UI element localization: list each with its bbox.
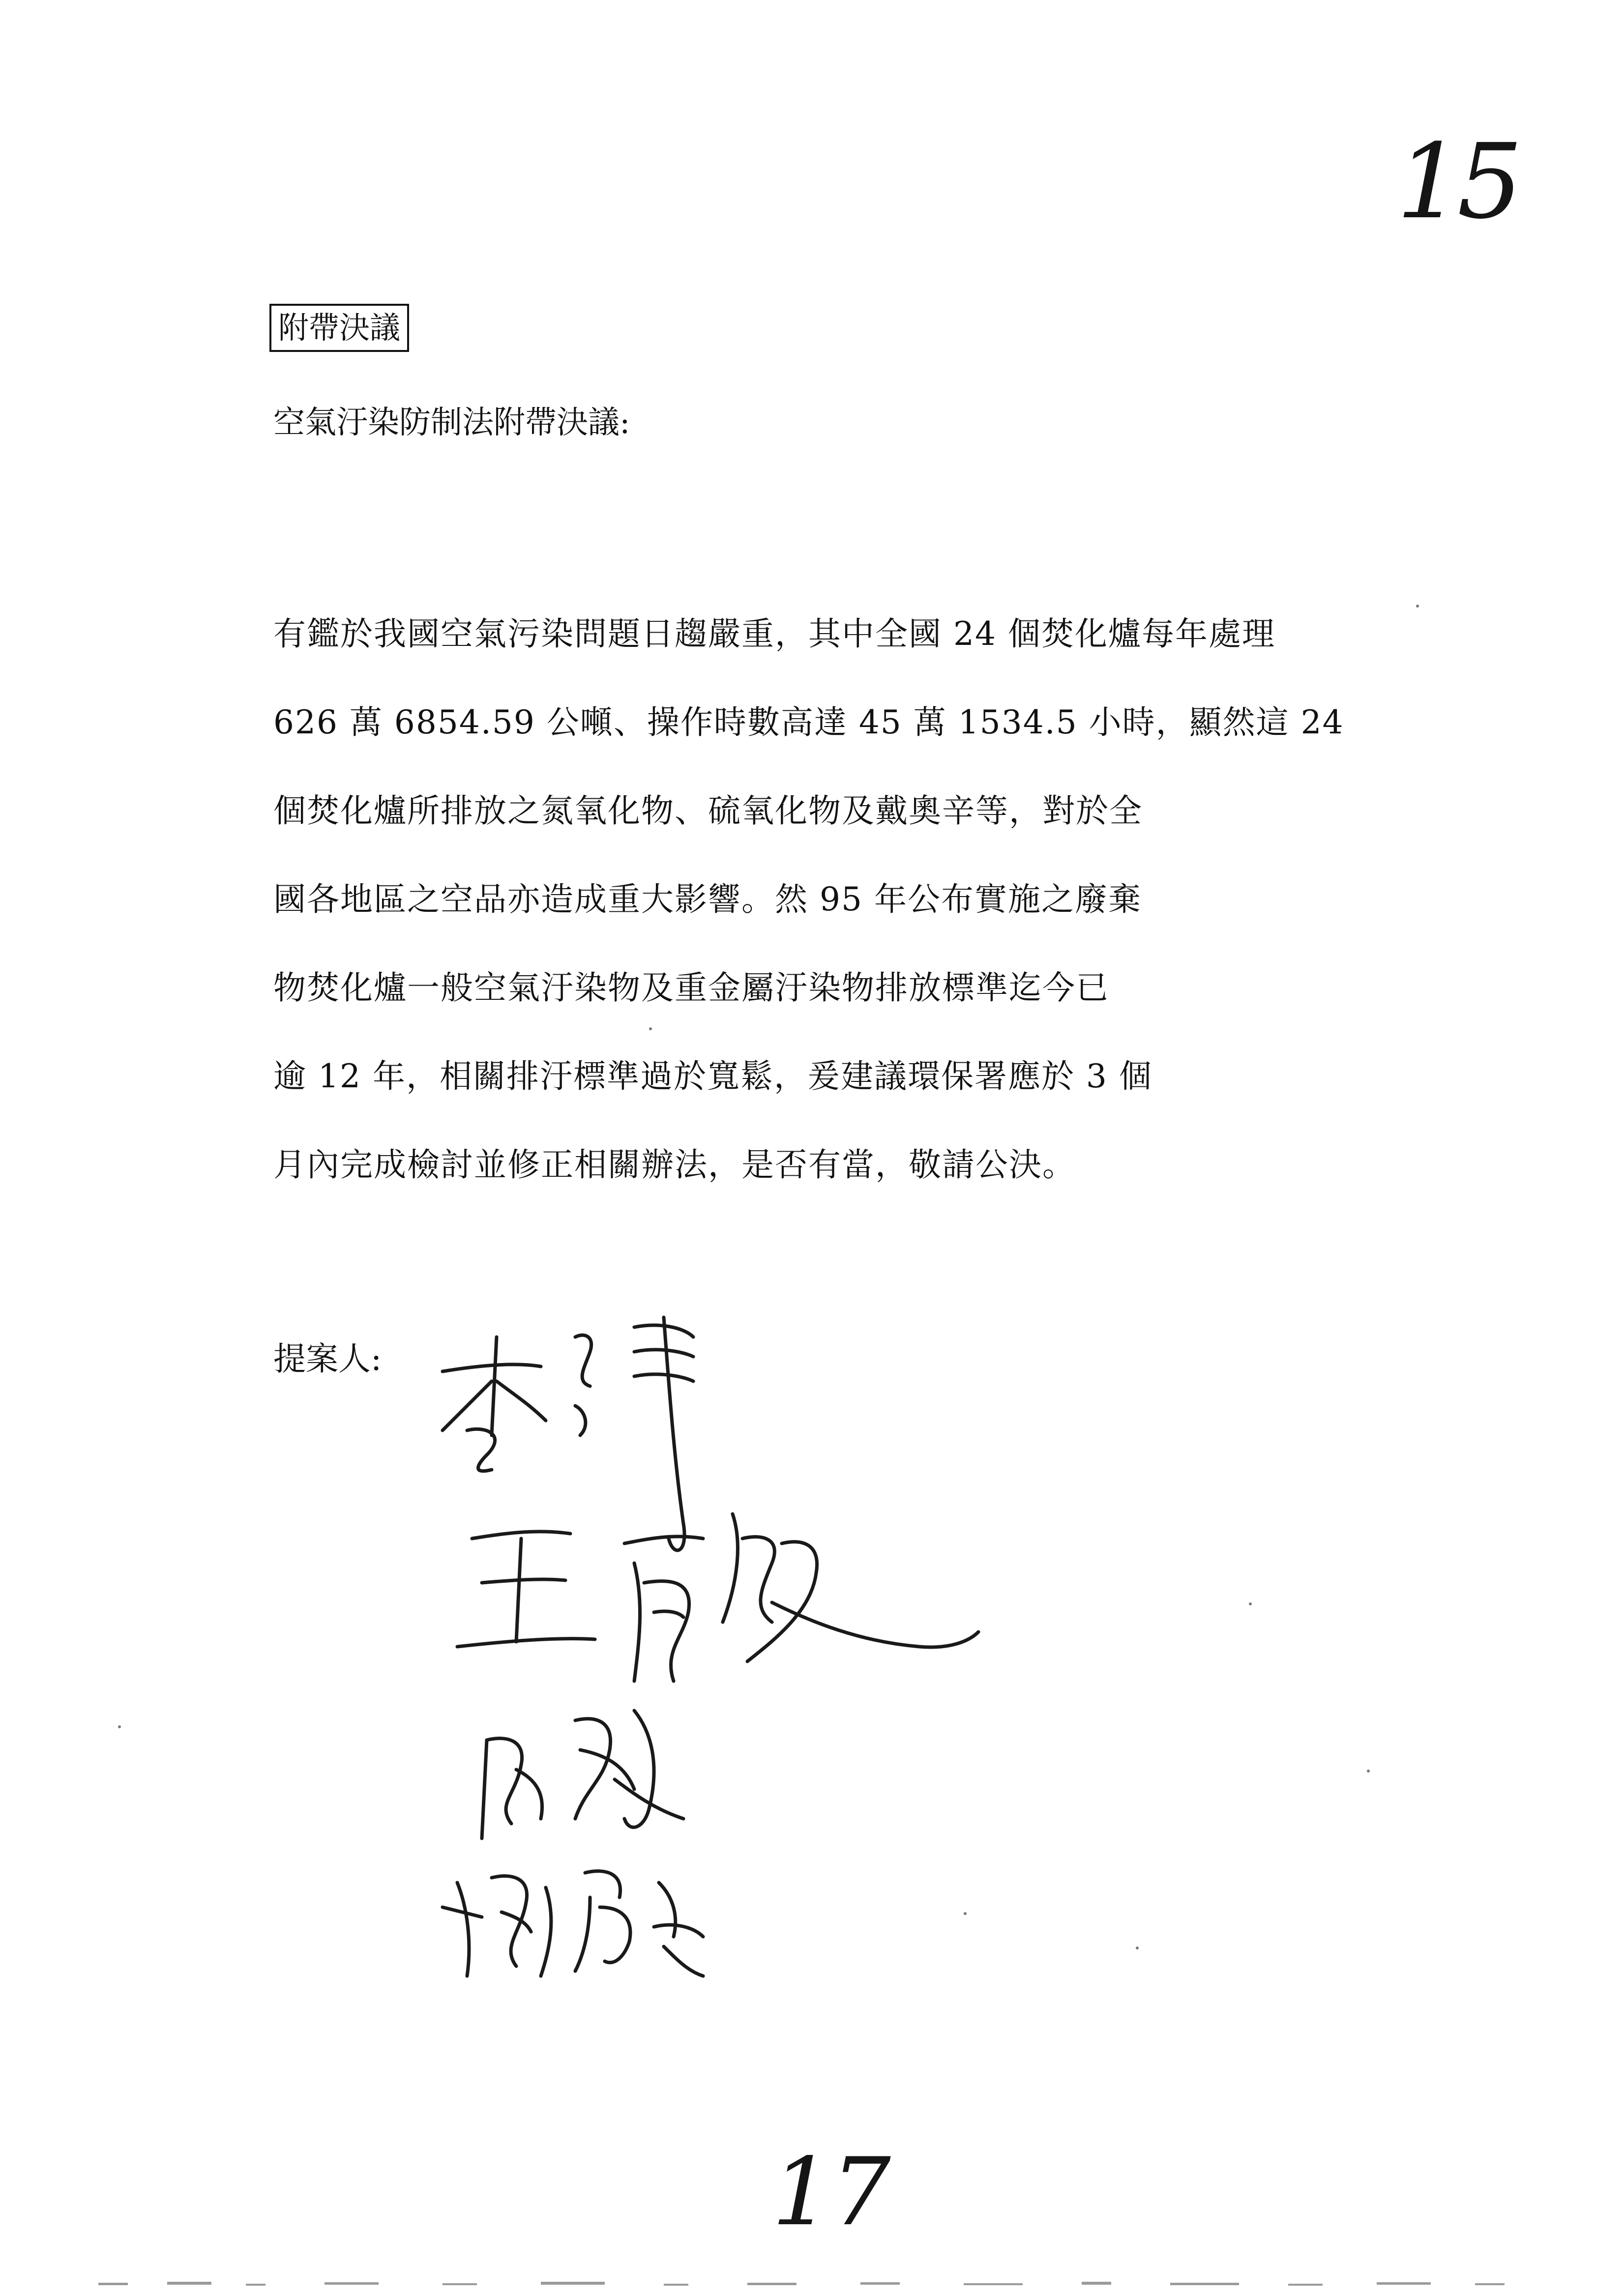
signature-1 [443,1317,693,1550]
body-line: 有鑑於我國空氣污染問題日趨嚴重，其中全國 24 個焚化爐每年處理 [273,615,1275,653]
signature-strokes [428,1308,1018,1996]
document-subtitle: 空氣汙染防制法附帶決議: [273,405,630,441]
body-line: 逾 12 年，相關排汙標準過於寬鬆，爰建議環保署應於 3 個 [273,1057,1152,1095]
scan-speck [649,1027,652,1030]
scan-speck [1367,1770,1370,1773]
body-line: 月內完成檢討並修正相關辦法，是否有當，敬請公決。 [273,1146,1076,1184]
signature-4 [443,1871,703,1976]
scan-speck [118,1725,121,1728]
signature-3 [482,1711,683,1838]
scan-speck [1416,605,1419,608]
scan-speck [1136,1947,1139,1949]
handwritten-page-number-top: 15 [1396,121,1518,242]
signature-2 [457,1514,978,1681]
scan-edge-noise [98,2276,1524,2291]
resolution-tag: 附帶決議 [269,304,409,352]
body-line: 626 萬 6854.59 公噸、操作時數高達 45 萬 1534.5 小時，顯然這 24 [273,703,1344,741]
scan-speck [1249,1602,1252,1605]
scan-speck [964,1912,967,1915]
handwritten-page-number-bottom: 17 [772,2138,891,2246]
proposer-label: 提案人: [273,1340,382,1378]
body-line: 物焚化爐一般空氣汙染物及重金屬汙染物排放標準迄今已 [273,969,1109,1007]
body-text [273,590,1355,1209]
body-line: 國各地區之空品亦造成重大影響。然 95 年公布實施之廢棄 [273,880,1142,918]
body-line: 個焚化爐所排放之氮氧化物、硫氧化物及戴奧辛等，對於全 [273,792,1143,830]
signatures [428,1308,1018,1996]
